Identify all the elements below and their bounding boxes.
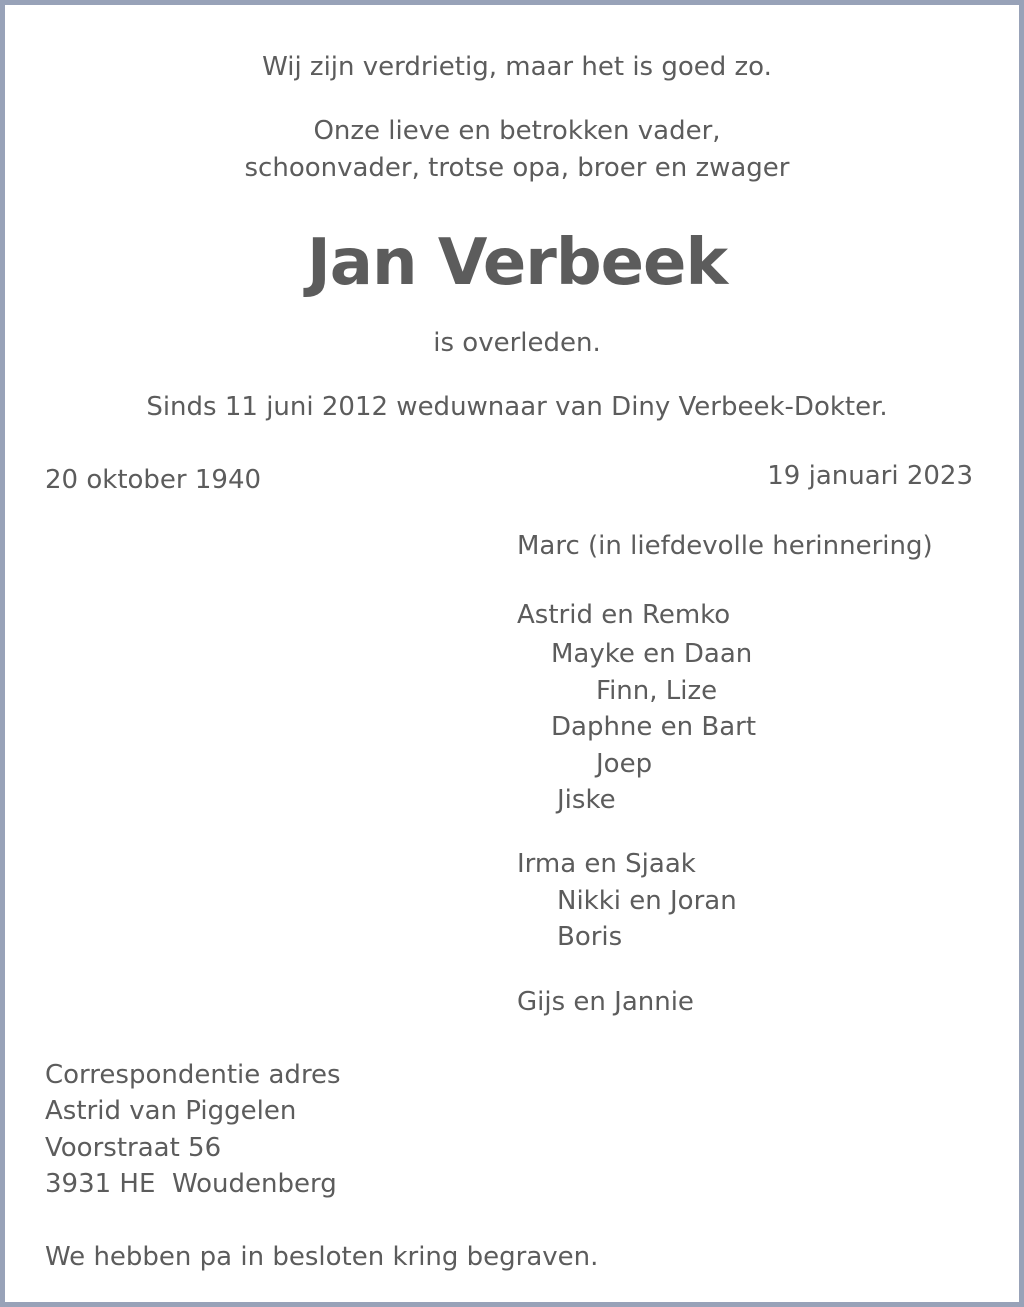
birth-date: 20 oktober 1940 bbox=[45, 465, 262, 495]
family-jiske: Jiske bbox=[557, 785, 616, 815]
family-boris: Boris bbox=[557, 922, 623, 952]
address-city: 3931 HE Woudenberg bbox=[45, 1169, 337, 1199]
intro-line-1: Onze lieve en betrokken vader, bbox=[313, 116, 721, 146]
death-date: 19 januari 2023 bbox=[767, 461, 973, 491]
address-street: Voorstraat 56 bbox=[45, 1133, 222, 1163]
family-astrid: Astrid en Remko bbox=[517, 600, 731, 630]
family-mayke: Mayke en Daan bbox=[551, 639, 753, 669]
intro-line-2: schoonvader, trotse opa, broer en zwager bbox=[244, 153, 790, 183]
deceased-status: is overleden. bbox=[433, 328, 601, 358]
family-gijs: Gijs en Jannie bbox=[517, 987, 694, 1017]
deceased-name: Jan Verbeek bbox=[306, 226, 728, 300]
family-marc: Marc (in liefdevolle herinnering) bbox=[517, 531, 933, 561]
family-joep: Joep bbox=[596, 749, 653, 779]
opening-line: Wij zijn verdrietig, maar het is goed zo. bbox=[262, 52, 772, 82]
widower-line: Sinds 11 juni 2012 weduwnaar van Diny Verbeek-Dokter. bbox=[146, 392, 888, 422]
address-heading: Correspondentie adres bbox=[45, 1060, 341, 1090]
address-name: Astrid van Piggelen bbox=[45, 1096, 297, 1126]
family-daphne: Daphne en Bart bbox=[551, 712, 757, 742]
family-nikki: Nikki en Joran bbox=[557, 886, 737, 916]
family-finn: Finn, Lize bbox=[596, 676, 718, 706]
family-irma: Irma en Sjaak bbox=[517, 849, 696, 879]
closing-note: We hebben pa in besloten kring begraven. bbox=[45, 1242, 599, 1272]
